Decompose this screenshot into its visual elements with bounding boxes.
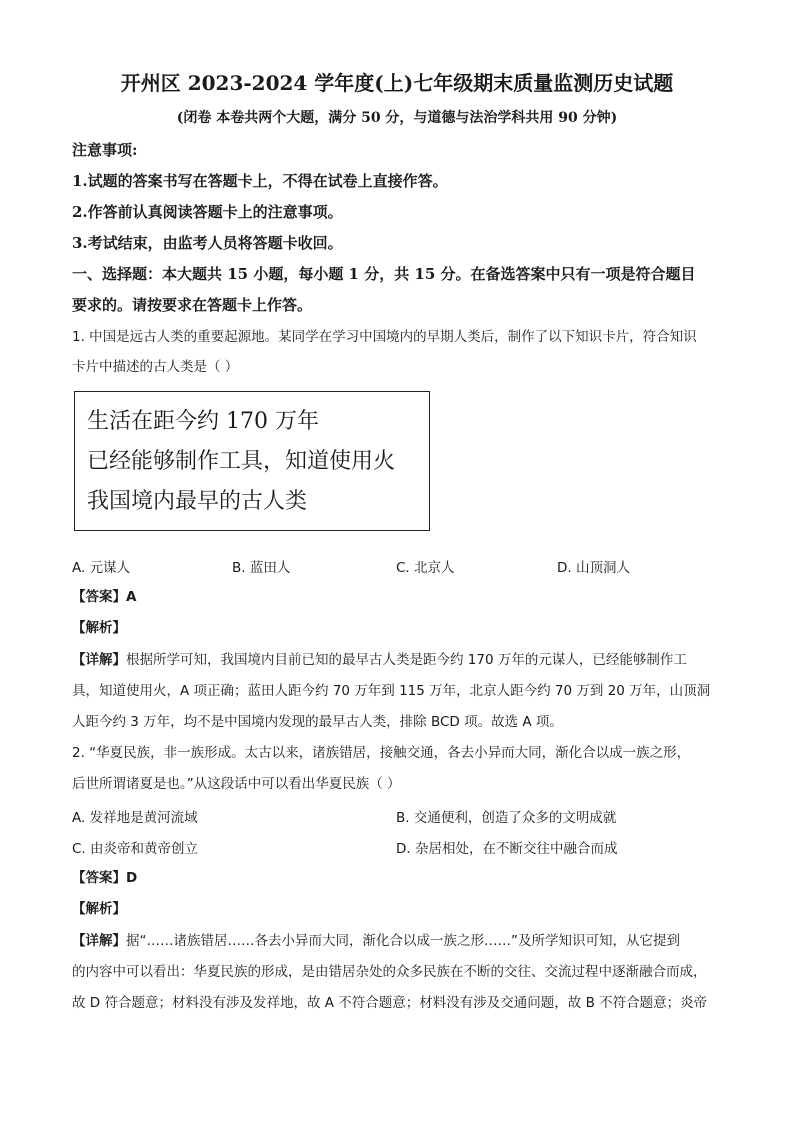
q1-detail-text1: 根据所学可知，我国境内目前已知的最早古人类是距今约 170 万年的元谋人，已经能够制作工 (126, 652, 687, 668)
q2-analysis-label: 【解析】 (72, 901, 126, 917)
q2-detail-tag: 【详解】 (72, 933, 126, 949)
q1-detail-line2: 具，知道使用火，A 项正确；蓝田人距今约 70 万年到 115 万年，北京人距今约 70 万到 20 万年，山顶洞 (72, 683, 711, 699)
page-title: 开州区 2023-2024 学年度(上)七年级期末质量监测历史试题 (120, 71, 674, 95)
q1-detail-tag: 【详解】 (72, 652, 126, 668)
q1-stem-line2: 卡片中描述的古人类是（ ） (72, 359, 239, 375)
q2-detail-line3: 故 D 符合题意；材料没有涉及发祥地，故 A 不符合题意；材料没有涉及交通问题，故 B 不符合题意；炎帝 (72, 995, 708, 1011)
q1-option-a: A. 元谋人 (72, 560, 131, 576)
card-line-2: 已经能够制作工具，知道使用火 (87, 449, 396, 474)
notice-item-1: 1.试题的答案书写在答题卡上，不得在试卷上直接作答。 (72, 172, 448, 190)
q1-detail-line1 (72, 650, 687, 670)
q1-detail-line3: 人距今约 3 万年，均不是中国境内发现的最早古人类，排除 BCD 项。故选 A 项。 (72, 714, 563, 730)
card-line-3: 我国境内最早的古人类 (87, 489, 308, 514)
q2-option-d: D. 杂居相处，在不断交往中融合而成 (396, 841, 618, 857)
q1-option-c: C. 北京人 (396, 560, 455, 576)
notice-item-2: 2.作答前认真阅读答题卡上的注意事项。 (72, 203, 343, 221)
q1-option-b: B. 蓝田人 (232, 560, 291, 576)
q1-analysis-label: 【解析】 (72, 620, 126, 636)
card-line-1: 生活在距今约 170 万年 (87, 409, 319, 434)
q2-stem-line1: 2. “华夏民族，非一族形成。太古以来，诸族错居，接触交通，各去小异而大同，渐化合以成一族之形， (72, 745, 691, 761)
notice-heading: 注意事项: (72, 141, 138, 159)
notice-item-3: 3.考试结束，由监考人员将答题卡收回。 (72, 234, 343, 252)
q2-detail-line1 (72, 931, 680, 951)
q2-answer: 【答案】D (72, 870, 138, 886)
q1-answer: 【答案】A (72, 589, 137, 605)
q2-detail-line2: 的内容中可以看出：华夏民族的形成，是由错居杂处的众多民族在不断的交往、交流过程中逐渐融合而成， (72, 964, 707, 980)
q2-option-a: A. 发祥地是黄河流域 (72, 810, 198, 826)
section-heading-line2: 要求的。请按要求在答题卡上作答。 (72, 296, 313, 314)
page-subtitle: (闭卷 本卷共两个大题，满分 50 分，与道德与法治学科共用 90 分钟) (176, 110, 618, 126)
q1-option-d: D. 山顶洞人 (557, 560, 630, 576)
q1-knowledge-card (74, 391, 430, 531)
q1-stem-line1: 1. 中国是远古人类的重要起源地。某同学在学习中国境内的早期人类后，制作了以下知识卡片，符合知识 (72, 329, 697, 345)
q2-option-b: B. 交通便利，创造了众多的文明成就 (396, 810, 617, 826)
q2-stem-line2: 后世所谓诸夏是也。”从这段话中可以看出华夏民族（ ） (72, 776, 401, 792)
q2-option-c: C. 由炎帝和黄帝创立 (72, 841, 199, 857)
section-heading-line1: 一、选择题：本大题共 15 小题，每小题 1 分，共 15 分。在备选答案中只有一项是符合题目 (72, 265, 696, 283)
q2-detail-text1: 据“……诸族错居……各去小异而大同，渐化合以成一族之形……”及所学知识可知，从它提到 (126, 933, 680, 949)
